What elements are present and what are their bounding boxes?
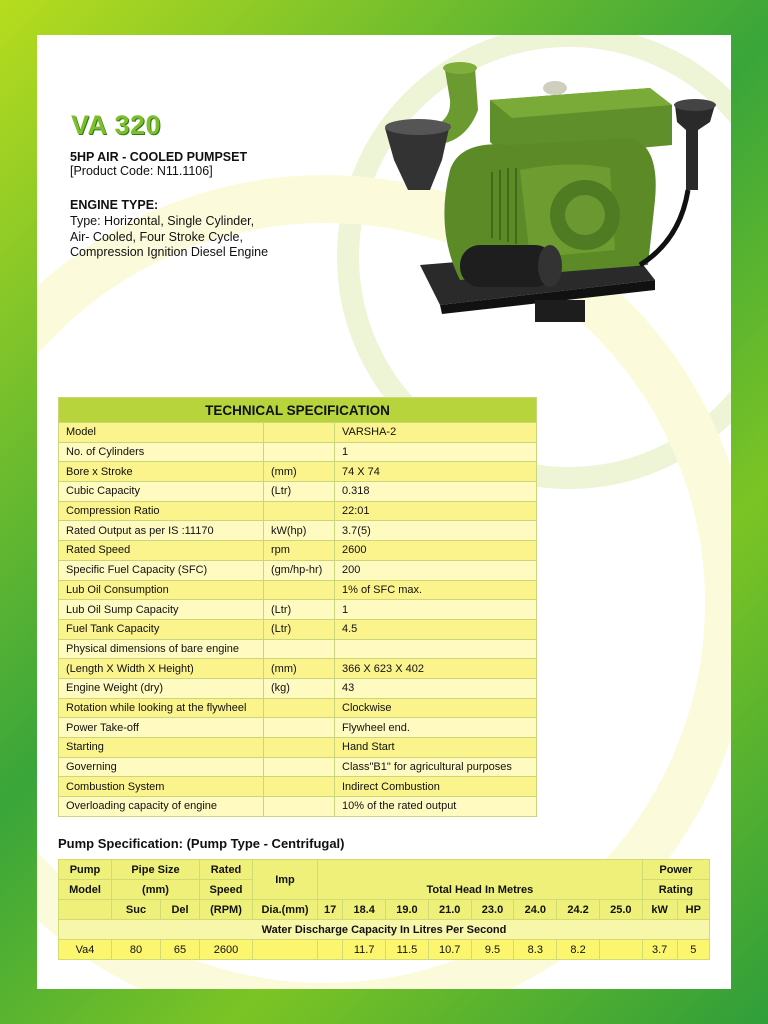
spec-parameter: Fuel Tank Capacity xyxy=(59,619,264,639)
pump-spec-title: Pump Specification: (Pump Type - Centrifugal) xyxy=(58,836,345,851)
spec-row xyxy=(59,678,537,698)
spec-value: Flywheel end. xyxy=(335,718,537,738)
total-head-header: Total Head In Metres xyxy=(318,860,643,900)
spec-value: 74 X 74 xyxy=(335,462,537,482)
spec-row xyxy=(59,757,537,777)
spec-row xyxy=(59,738,537,758)
spec-unit xyxy=(264,718,335,738)
spec-row xyxy=(59,560,537,580)
spec-unit: (mm) xyxy=(264,462,335,482)
spec-unit: kW(hp) xyxy=(264,521,335,541)
product-code: [Product Code: N11.1106] xyxy=(70,164,213,178)
head-value: 24.0 xyxy=(514,900,557,920)
pump-data-cell: 2600 xyxy=(200,940,253,960)
spec-unit xyxy=(264,698,335,718)
spec-unit xyxy=(264,501,335,521)
spec-unit xyxy=(264,738,335,758)
pump-data-cell: 65 xyxy=(161,940,200,960)
spec-value: 1 xyxy=(335,442,537,462)
spec-row xyxy=(59,521,537,541)
spec-row xyxy=(59,541,537,561)
spec-value: 10% of the rated output xyxy=(335,797,537,817)
head-value: 19.0 xyxy=(386,900,429,920)
speed-header: Speed xyxy=(200,880,253,900)
dia-header: Dia.(mm) xyxy=(253,900,318,920)
pump-data-cell xyxy=(253,940,318,960)
head-value: 23.0 xyxy=(471,900,514,920)
engine-type-heading: ENGINE TYPE: xyxy=(70,198,159,212)
engine-type-line: Type: Horizontal, Single Cylinder, xyxy=(70,214,255,228)
spec-unit xyxy=(264,442,335,462)
discharge-band: Water Discharge Capacity In Litres Per Second xyxy=(59,920,710,940)
pump-data-cell: 10.7 xyxy=(428,940,471,960)
spec-parameter: Cubic Capacity xyxy=(59,482,264,502)
spec-value: 4.5 xyxy=(335,619,537,639)
head-value: 17 xyxy=(318,900,343,920)
spec-parameter: (Length X Width X Height) xyxy=(59,659,264,679)
spec-unit xyxy=(264,777,335,797)
spec-unit: (kg) xyxy=(264,678,335,698)
spec-value: 2600 xyxy=(335,541,537,561)
spec-value: 1 xyxy=(335,600,537,620)
spec-parameter: Model xyxy=(59,423,264,443)
spec-parameter: Overloading capacity of engine xyxy=(59,797,264,817)
spec-value: Clockwise xyxy=(335,698,537,718)
spec-value: 43 xyxy=(335,678,537,698)
spec-row xyxy=(59,600,537,620)
spec-row xyxy=(59,718,537,738)
pipe-size-header: Pipe Size xyxy=(112,860,200,880)
spec-unit: (mm) xyxy=(264,659,335,679)
rpm-header: (RPM) xyxy=(200,900,253,920)
pump-data-cell: 9.5 xyxy=(471,940,514,960)
spec-row xyxy=(59,423,537,443)
spec-row xyxy=(59,777,537,797)
head-value: 21.0 xyxy=(428,900,471,920)
pump-data-cell: Va4 xyxy=(59,940,112,960)
spec-value: 22:01 xyxy=(335,501,537,521)
spec-row xyxy=(59,462,537,482)
product-title: VA 320 xyxy=(71,110,162,140)
spec-parameter: Lub Oil Consumption xyxy=(59,580,264,600)
pipe-mm-header: (mm) xyxy=(112,880,200,900)
kw-header: kW xyxy=(642,900,677,920)
pump-specification-table xyxy=(58,859,710,960)
spec-unit: (Ltr) xyxy=(264,482,335,502)
spec-row xyxy=(59,580,537,600)
spec-unit xyxy=(264,757,335,777)
spec-row xyxy=(59,501,537,521)
spec-value: 3.7(5) xyxy=(335,521,537,541)
rated-header: Rated xyxy=(200,860,253,880)
spec-parameter: Rotation while looking at the flywheel xyxy=(59,698,264,718)
spec-unit xyxy=(264,580,335,600)
pump-data-cell xyxy=(599,940,642,960)
spec-parameter: Rated Speed xyxy=(59,541,264,561)
spec-value: 366 X 623 X 402 xyxy=(335,659,537,679)
technical-specification-table xyxy=(58,397,537,817)
spec-row xyxy=(59,619,537,639)
spec-row xyxy=(59,797,537,817)
spec-unit: (gm/hp-hr) xyxy=(264,560,335,580)
pump-data-cell: 8.3 xyxy=(514,940,557,960)
spec-value: 1% of SFC max. xyxy=(335,580,537,600)
spec-parameter: Specific Fuel Capacity (SFC) xyxy=(59,560,264,580)
pump-data-cell: 5 xyxy=(677,940,709,960)
spec-value: VARSHA-2 xyxy=(335,423,537,443)
head-value: 24.2 xyxy=(557,900,600,920)
pump-data-cell: 80 xyxy=(112,940,161,960)
spec-value xyxy=(335,639,537,659)
pump-data-cell: 3.7 xyxy=(642,940,677,960)
engine-type-line: Compression Ignition Diesel Engine xyxy=(70,245,269,259)
suc-header: Suc xyxy=(112,900,161,920)
spec-value: 0.318 xyxy=(335,482,537,502)
spec-row xyxy=(59,698,537,718)
engine-type-line: Air- Cooled, Four Stroke Cycle, xyxy=(70,229,243,244)
head-value: 25.0 xyxy=(599,900,642,920)
spec-parameter: Physical dimensions of bare engine xyxy=(59,639,264,659)
spec-parameter: Power Take-off xyxy=(59,718,264,738)
pump-header: Pump xyxy=(59,860,112,880)
spec-parameter: Compression Ratio xyxy=(59,501,264,521)
spec-parameter: Governing xyxy=(59,757,264,777)
spec-row xyxy=(59,639,537,659)
spec-row xyxy=(59,659,537,679)
pump-data-cell: 11.5 xyxy=(386,940,429,960)
del-header: Del xyxy=(161,900,200,920)
spec-unit xyxy=(264,797,335,817)
product-subtitle: 5HP AIR - COOLED PUMPSET xyxy=(70,150,248,164)
blank-cell xyxy=(59,900,112,920)
tech-spec-title: TECHNICAL SPECIFICATION xyxy=(59,398,537,423)
spec-unit: rpm xyxy=(264,541,335,561)
pump-data-cell: 8.2 xyxy=(557,940,600,960)
pump-data-cell xyxy=(318,940,343,960)
spec-row xyxy=(59,442,537,462)
spec-parameter: Engine Weight (dry) xyxy=(59,678,264,698)
spec-unit: (Ltr) xyxy=(264,619,335,639)
spec-value: 200 xyxy=(335,560,537,580)
imp-header: Imp xyxy=(253,860,318,900)
spec-parameter: Rated Output as per IS :11170 xyxy=(59,521,264,541)
head-value: 18.4 xyxy=(343,900,386,920)
spec-unit xyxy=(264,639,335,659)
hp-header: HP xyxy=(677,900,709,920)
power-header: Power xyxy=(642,860,709,880)
spec-parameter: No. of Cylinders xyxy=(59,442,264,462)
spec-unit: (Ltr) xyxy=(264,600,335,620)
engine-pumpset-image xyxy=(380,50,720,330)
rating-header: Rating xyxy=(642,880,709,900)
spec-parameter: Bore x Stroke xyxy=(59,462,264,482)
spec-parameter: Lub Oil Sump Capacity xyxy=(59,600,264,620)
model-header: Model xyxy=(59,880,112,900)
spec-row xyxy=(59,482,537,502)
spec-value: Indirect Combustion xyxy=(335,777,537,797)
spec-unit xyxy=(264,423,335,443)
spec-parameter: Combustion System xyxy=(59,777,264,797)
spec-parameter: Starting xyxy=(59,738,264,758)
engine-type-text xyxy=(70,214,268,261)
pump-data-cell: 11.7 xyxy=(343,940,386,960)
spec-value: Class"B1" for agricultural purposes xyxy=(335,757,537,777)
spec-value: Hand Start xyxy=(335,738,537,758)
